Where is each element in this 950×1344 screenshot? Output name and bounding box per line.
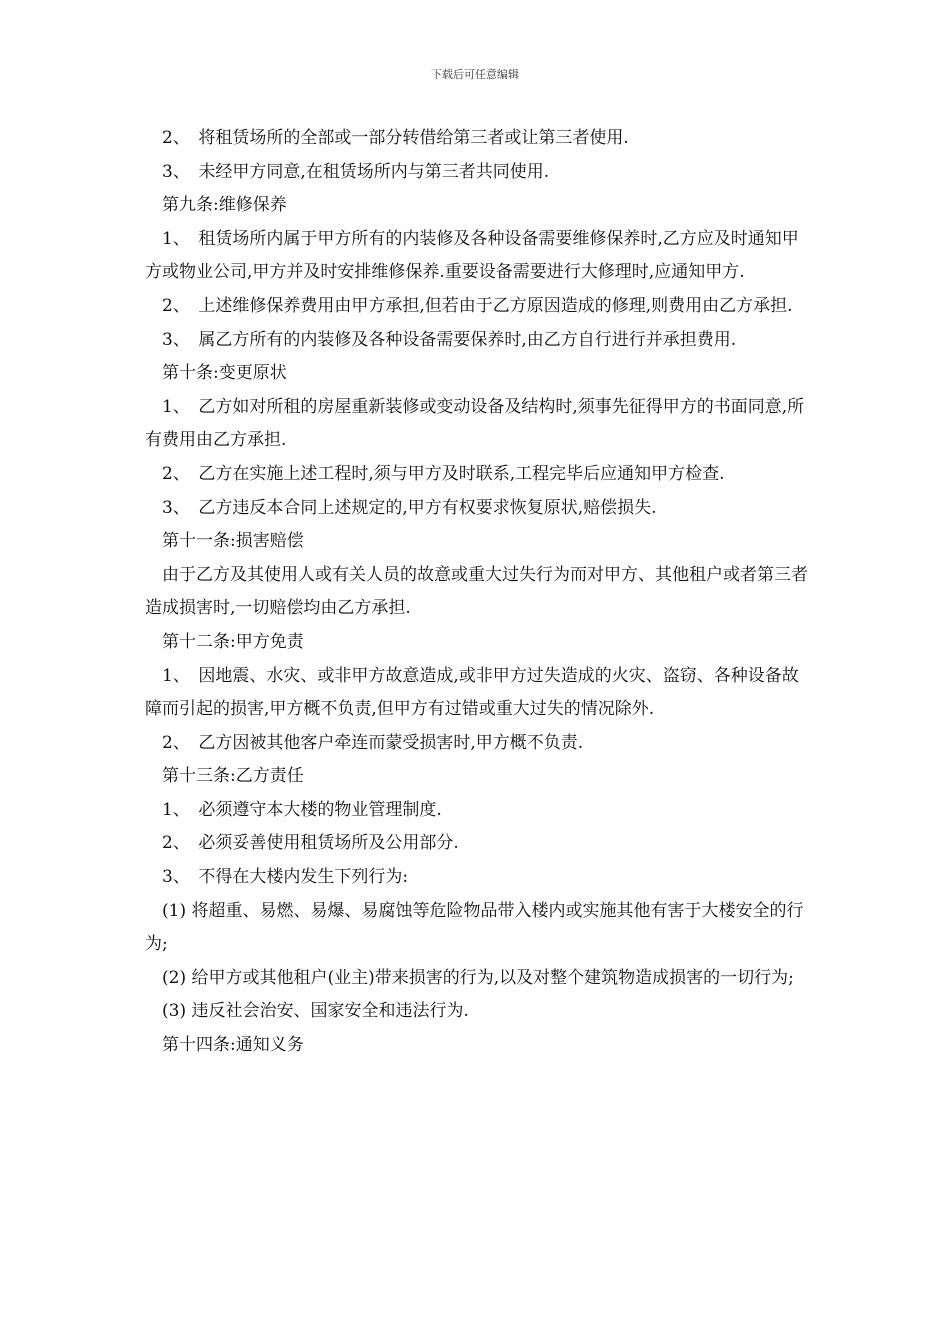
clause-item: 3、 乙方违反本合同上述规定的,甲方有权要求恢复原状,赔偿损失. <box>162 497 657 518</box>
clause-item: 1、 必须遵守本大楼的物业管理制度. <box>162 799 442 820</box>
document-body <box>145 122 813 1063</box>
clause-item: 3、 未经甲方同意,在租赁场所内与第三者共同使用. <box>162 161 550 182</box>
clause-item: 1、 乙方如对所租的房屋重新装修或变动设备及结构时,须事先征得甲方的书面同意,所有费用由乙方承担. <box>145 396 805 451</box>
article-heading: 第十条:变更原状 <box>162 363 287 384</box>
clause-item: 2、 上述维修保养费用由甲方承担,但若由于乙方原因造成的修理,则费用由乙方承担. <box>162 295 793 316</box>
clause-item: 1、 租赁场所内属于甲方所有的内装修及各种设备需要维修保养时,乙方应及时通知甲方或物业公司,甲方并及时安排维修保养.重要设备需要进行大修理时,应通知甲方. <box>145 228 799 283</box>
page-header: 下载后可任意编辑 <box>431 68 519 81</box>
clause-item: 2、 必须妥善使用租赁场所及公用部分. <box>162 833 459 854</box>
article-heading: 第十一条:损害赔偿 <box>162 531 304 552</box>
clause-item: 2、 乙方因被其他客户牵连而蒙受损害时,甲方概不负责. <box>162 732 584 753</box>
clause-item: 3、 属乙方所有的内装修及各种设备需要保养时,由乙方自行进行并承担费用. <box>162 329 737 350</box>
clause-item: 2、 将租赁场所的全部或一部分转借给第三者或让第三者使用. <box>162 128 629 148</box>
clause-subitem: (2) 给甲方或其他租户(业主)带来损害的行为,以及对整个建筑物造成损害的一切行为; <box>162 967 794 988</box>
clause-subitem: (1) 将超重、易燃、易爆、易腐蚀等危险物品带入楼内或实施其他有害于大楼安全的行为; <box>145 900 804 955</box>
clause-item: 2、 乙方在实施上述工程时,须与甲方及时联系,工程完毕后应通知甲方检查. <box>162 463 725 484</box>
clause-item: 3、 不得在大楼内发生下列行为: <box>162 867 409 888</box>
article-heading: 第十四条:通知义务 <box>162 1035 304 1056</box>
clause-item: 1、 因地震、水灾、或非甲方故意造成,或非甲方过失造成的火灾、盗窃、各种设备故障而引起的损害,甲方概不负责,但甲方有过错或重大过失的情况除外. <box>145 665 799 720</box>
article-heading: 第九条:维修保养 <box>162 195 287 216</box>
article-heading: 第十三条:乙方责任 <box>162 766 304 787</box>
clause-subitem: (3) 违反社会治安、国家安全和违法行为. <box>162 1001 469 1022</box>
article-heading: 第十二条:甲方免责 <box>162 631 304 652</box>
clause-item: 由于乙方及其使用人或有关人员的故意或重大过失行为而对甲方、其他租户或者第三者造成损害时,一切赔偿均由乙方承担. <box>145 564 808 619</box>
